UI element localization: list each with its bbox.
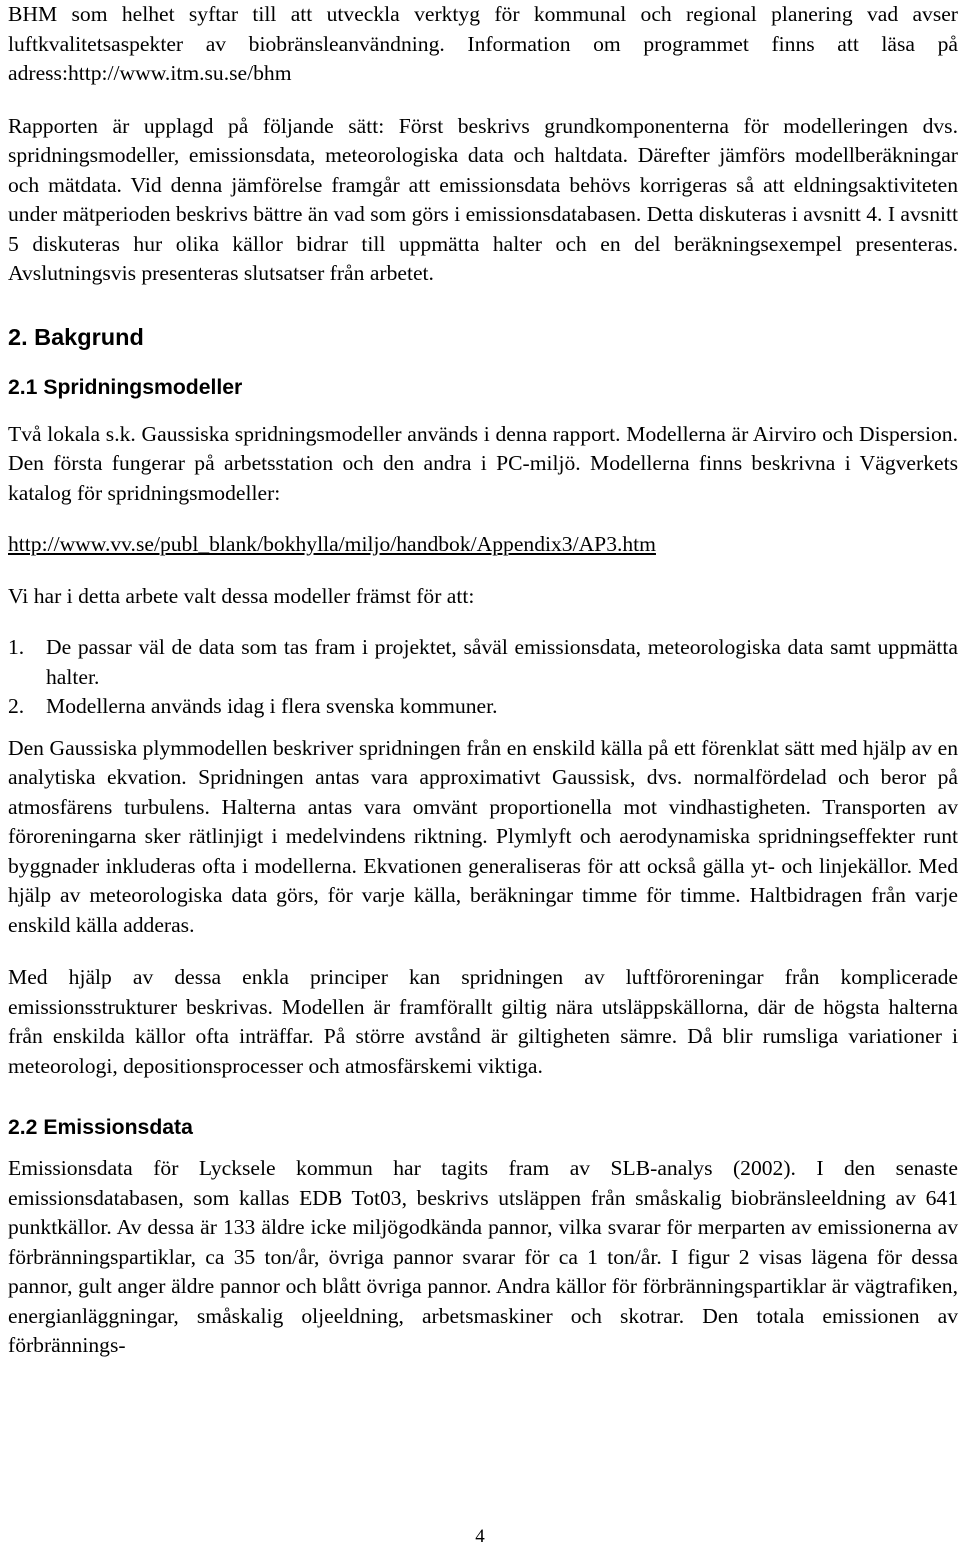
- subsection-heading-spridningsmodeller: 2.1 Spridningsmodeller: [8, 375, 243, 399]
- list-item: [8, 633, 958, 692]
- subsection-heading-emissionsdata: 2.2 Emissionsdata: [8, 1116, 193, 1139]
- spridningsmodeller-link[interactable]: http://www.vv.se/publ_blank/bokhylla/miljo/handbok/Appendix3/AP3.htm: [8, 532, 656, 556]
- intro-paragraph-2: Rapporten är upplagd på följande sätt: Först beskrivs grundkomponenterna för modelleringen dvs. spridningsmodeller, emissionsdata, meteorologiska data och haltdata. Därefter jämförs modellberäkningar och mätdata. Vid denna jämförelse framgår att emissionsdata behövs korrigeras så att eldningsaktiviteten under mätperioden beskrivs bättre än vad som görs i emissionsdatabasen. Detta diskuteras i avsnitt 4. I avsnitt 5 diskuteras hur olika källor bidrar till uppmätta halter och en del beräkningsexempel presenteras. Avslutningsvis presenteras slutsatser från arbetet.: [8, 113, 958, 285]
- gauss-paragraph: Den Gaussiska plymmodellen beskriver spridningen från en enskild källa på ett förenklat sätt med hjälp av en analytiska ekvation. Spridningen antas vara approximativt Gaussisk, dvs. normalfördelad och beror på atmosfärens turbulens. Halterna antas vara omvänt proportionella mot vindhastigheten. Transporten av föroreningarna sker rätlinjigt i medelvindens riktning. Plymlyft och aerodynamiska spridningseffekter runt byggnader inkluderas ofta i modellerna. Ekvationen generaliseras för att också gälla yt- och linjekällor. Med hjälp av meteorologiska data görs, för varje källa, beräkningar timme för timme. Haltbidragen från varje enskild källa adderas.: [8, 735, 958, 937]
- spridning-paragraph-1: Två lokala s.k. Gaussiska spridningsmodeller används i denna rapport. Modellerna är Airviro och Dispersion. Den första fungerar på arbetsstation och den andra i PC-miljö. Modellerna finns beskrivna i Vägverkets katalog för spridningsmodeller:: [8, 421, 958, 505]
- intro-paragraph-1: BHM som helhet syftar till att utveckla verktyg för kommunal och regional planering vad avser luftkvalitetsaspekter av biobränsleanvändning. Information om programmet finns att läsa på adress:http://www.itm.su.se/bhm: [8, 2, 958, 85]
- list-item: [8, 692, 958, 722]
- list-item-text: Modellerna används idag i flera svenska kommuner.: [46, 694, 498, 718]
- spridning-paragraph-2: Vi har i detta arbete valt dessa modeller främst för att:: [8, 583, 475, 608]
- link-paragraph: [8, 530, 958, 560]
- principer-paragraph: Med hjälp av dessa enkla principer kan spridningen av luftföroreningar från komplicerade emissionsstrukturer beskrivas. Modellen är framförallt giltig nära utsläppskällorna, där de högsta halterna från enskilda källor ofta inträffar. På större avstånd är giltigheten sämre. Då blir rumsliga variationer i meteorologi, depositionsprocesser och atmosfärskemi viktiga.: [8, 965, 958, 1078]
- emission-paragraph: Emissionsdata för Lycksele kommun har tagits fram av SLB-analys (2002). I den senaste emissionsdatabasen, som kallas EDB Tot03, beskrivs utsläppen från småskalig biobränsleeldning av 641 punktkällor. Av dessa är 133 äldre icke miljögodkända pannor, vilka svarar för merparten av emissionerna av förbränningspartiklar, ca 35 ton/år, övriga pannor svarar för ca 1 ton/år. I figur 2 visas lägena för dessa pannor, gult anger äldre pannor och blått övriga pannor. Andra källor för förbränningspartiklar är vägtrafiken, energianläggningar, småskalig oljeeldning, arbetsmaskiner och skotrar. Den totala emissionen av förbrännings-: [8, 1156, 958, 1357]
- list-item-text: De passar väl de data som tas fram i projektet, såväl emissionsdata, meteorologiska data samt uppmätta halter.: [46, 635, 958, 689]
- page-number: 4: [475, 1526, 485, 1547]
- section-heading-bakgrund: 2. Bakgrund: [8, 323, 144, 350]
- list-item-number: 2.: [8, 694, 25, 718]
- list-item-number: 1.: [8, 635, 25, 659]
- reasons-list: [8, 633, 958, 722]
- document-page: [8, 0, 958, 1361]
